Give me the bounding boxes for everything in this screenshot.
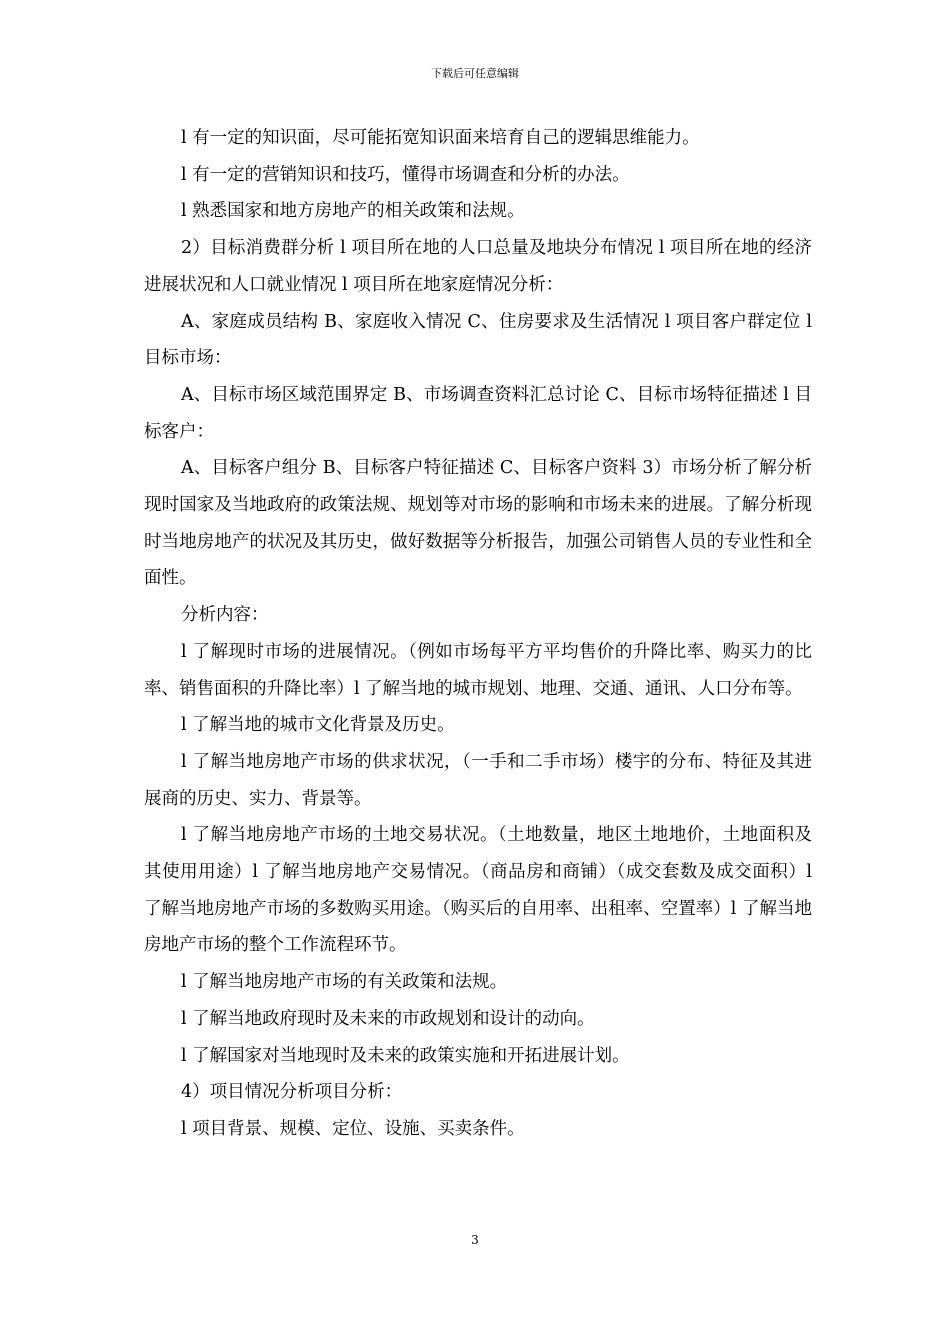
page-header: 下载后可任意编辑 [431,67,519,80]
paragraph: l 了解当地房地产市场的土地交易状况。（土地数量，地区土地地价，土地面积及其使用用途）l 了解当地房地产交易情况。（商品房和商铺）（成交套数及成交面积）l 了解当地房地产市场的多数购买用途。（购买后的自用率、出租率、空置率）l 了解当地房地产市场的整个工作流程环节。 [144,825,812,956]
paragraph: l 了解现时市场的进展情况。（例如市场每平方平均售价的升降比率、购买力的比率、销售面积的升降比率）l 了解当地的城市规划、地理、交通、通讯、人口分布等。 [144,641,812,699]
paragraph: l 项目背景、规模、定位、设施、买卖条件。 [181,1118,525,1139]
paragraph: A、目标市场区域范围界定 B、市场调查资料汇总讨论 C、目标市场特征描述 l 目标客户： [144,384,812,442]
page-number: 3 [471,1233,479,1247]
paragraph: 2）目标消费群分析 l 项目所在地的人口总量及地块分布情况 l 项目所在地的经济进展状况和人口就业情况 l 项目所在地家庭情况分析： [144,238,812,295]
paragraph: 4）项目情况分析项目分析： [181,1082,403,1103]
paragraph: A、目标客户组分 B、目标客户特征描述 C、目标客户资料 3）市场分析了解分析现时国家及当地政府的政策法规、规划等对市场的影响和市场未来的进展。了解分析现时当地房地产的状况及其历史，做好数据等分析报告，加强公司销售人员的专业性和全面性。 [144,458,812,589]
paragraph: 分析内容： [181,605,269,626]
paragraph: l 了解当地房地产市场的供求状况，（一手和二手市场）楼宇的分布、特征及其进展商的历史、实力、背景等。 [144,751,812,809]
paragraph: l 了解当地房地产市场的有关政策和法规。 [181,972,508,993]
document-body [144,120,812,1148]
paragraph: l 了解当地的城市文化背景及历史。 [181,715,455,736]
paragraph: A、家庭成员结构 B、家庭收入情况 C、住房要求及生活情况 l 项目客户群定位 l 目标市场： [144,311,812,369]
paragraph: l 有一定的营销知识和技巧，懂得市场调查和分析的办法。 [181,164,630,185]
paragraph: l 有一定的知识面，尽可能拓宽知识面来培育自己的逻辑思维能力。 [181,128,700,148]
paragraph: l 了解当地政府现时及未来的市政规划和设计的动向。 [181,1008,595,1029]
paragraph: l 熟悉国家和地方房地产的相关政策和法规。 [181,201,525,222]
paragraph: l 了解国家对当地现时及未来的政策实施和开拓进展计划。 [181,1045,630,1066]
